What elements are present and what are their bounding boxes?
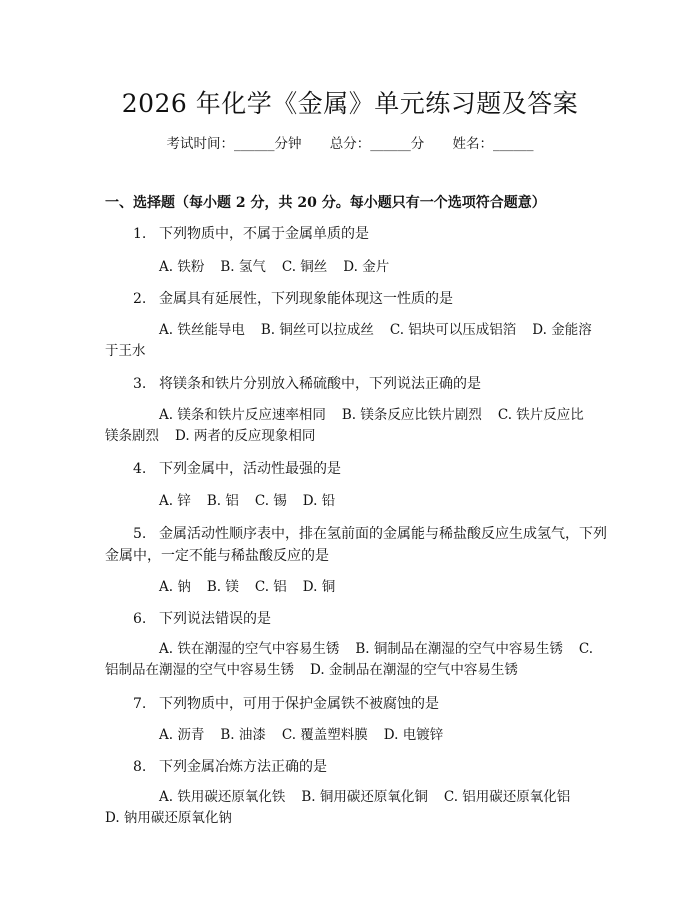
- question-5: [133, 523, 607, 543]
- option-d: D. 金片: [343, 259, 390, 275]
- option-d: D. 两者的反应现象相同: [175, 428, 316, 444]
- question-8-options: [105, 787, 595, 829]
- question-text: 下列金属中，活动性最强的是: [159, 461, 341, 477]
- option-c: C. 铜丝: [281, 259, 328, 275]
- option-a: A. 铁在潮湿的空气中容易生锈: [159, 641, 340, 657]
- option-b: B. 油漆: [220, 727, 266, 743]
- question-number: 1.: [133, 226, 147, 242]
- question-1: [133, 223, 369, 243]
- question-number: 5.: [133, 526, 147, 542]
- question-text: 下列物质中，不属于金属单质的是: [159, 226, 369, 242]
- question-4: [133, 458, 341, 478]
- option-b: B. 镁条反应比铁片剧烈: [341, 407, 482, 423]
- question-text: 下列说法错误的是: [159, 611, 271, 627]
- option-a: A. 铁用碳还原氧化铁: [159, 789, 286, 805]
- option-b: B. 铜制品在潮湿的空气中容易生锈: [355, 641, 563, 657]
- option-a: A. 镁条和铁片反应速率相同: [159, 407, 326, 423]
- option-a: A. 锌: [159, 493, 191, 509]
- question-3-options: [105, 405, 595, 447]
- option-d: D. 电镀锌: [383, 727, 444, 743]
- exam-time: 考试时间：______分钟: [166, 136, 302, 152]
- page-title: 2026 年化学《金属》单元练习题及答案: [121, 89, 579, 118]
- option-b: B. 铝: [206, 493, 239, 509]
- question-6: [133, 608, 271, 628]
- option-c: C. 铝块可以压成铝箔: [389, 322, 517, 338]
- student-name: 姓名：______: [452, 136, 534, 152]
- option-c: C. 铝制品在潮湿的空气中容易生锈: [105, 641, 593, 678]
- question-5-options: [105, 577, 595, 598]
- option-a: A. 铁丝能导电: [159, 322, 245, 338]
- question-text: 金属活动性顺序表中，排在氢前面的金属能与稀盐酸反应生成氢气，下列: [159, 526, 607, 542]
- question-number: 6.: [133, 611, 147, 627]
- option-b: B. 镁: [206, 579, 239, 595]
- option-b: B. 铜丝可以拉成丝: [260, 322, 374, 338]
- option-b: B. 铜用碳还原氧化铜: [301, 789, 428, 805]
- option-c: C. 覆盖塑料膜: [281, 727, 368, 743]
- section-heading: 一、选择题（每小题 2 分，共 20 分。每小题只有一个选项符合题意）: [105, 195, 546, 211]
- option-b: B. 氢气: [220, 259, 266, 275]
- option-d: D. 金能溶于王水: [105, 322, 592, 359]
- question-text: 金属具有延展性，下列现象能体现这一性质的是: [159, 291, 453, 307]
- question-number: 8.: [133, 759, 147, 775]
- question-8: [133, 756, 327, 776]
- exam-meta: [0, 132, 700, 152]
- question-number: 4.: [133, 461, 147, 477]
- option-d: D. 钠用碳还原氧化钠: [105, 810, 232, 826]
- option-d: D. 铜: [302, 579, 336, 595]
- option-c: C. 铁片反应比镁条剧烈: [105, 407, 584, 444]
- option-a: A. 沥青: [159, 727, 205, 743]
- option-a: A. 铁粉: [159, 259, 205, 275]
- option-c: C. 铝用碳还原氧化铝: [443, 789, 571, 805]
- total-score: 总分：______分: [329, 136, 425, 152]
- option-c: C. 铝: [254, 579, 287, 595]
- question-text: 下列金属冶炼方法正确的是: [159, 759, 327, 775]
- question-2: [133, 288, 453, 308]
- option-d: D. 金制品在潮湿的空气中容易生锈: [310, 662, 518, 678]
- question-number: 7.: [133, 696, 147, 712]
- question-4-options: [105, 491, 595, 512]
- question-3: [133, 373, 481, 393]
- question-2-options: [105, 320, 595, 362]
- option-a: A. 钠: [159, 579, 191, 595]
- question-text: 下列物质中，可用于保护金属铁不被腐蚀的是: [159, 696, 439, 712]
- question-6-options: [105, 639, 595, 681]
- question-number: 3.: [133, 376, 147, 392]
- question-1-options: [105, 257, 595, 278]
- option-d: D. 铅: [302, 493, 336, 509]
- question-5-continued: 金属中，一定不能与稀盐酸反应的是: [105, 548, 329, 564]
- question-number: 2.: [133, 291, 147, 307]
- question-7-options: [105, 725, 595, 746]
- question-text: 将镁条和铁片分别放入稀硫酸中，下列说法正确的是: [159, 376, 481, 392]
- question-7: [133, 693, 439, 713]
- option-c: C. 锡: [254, 493, 287, 509]
